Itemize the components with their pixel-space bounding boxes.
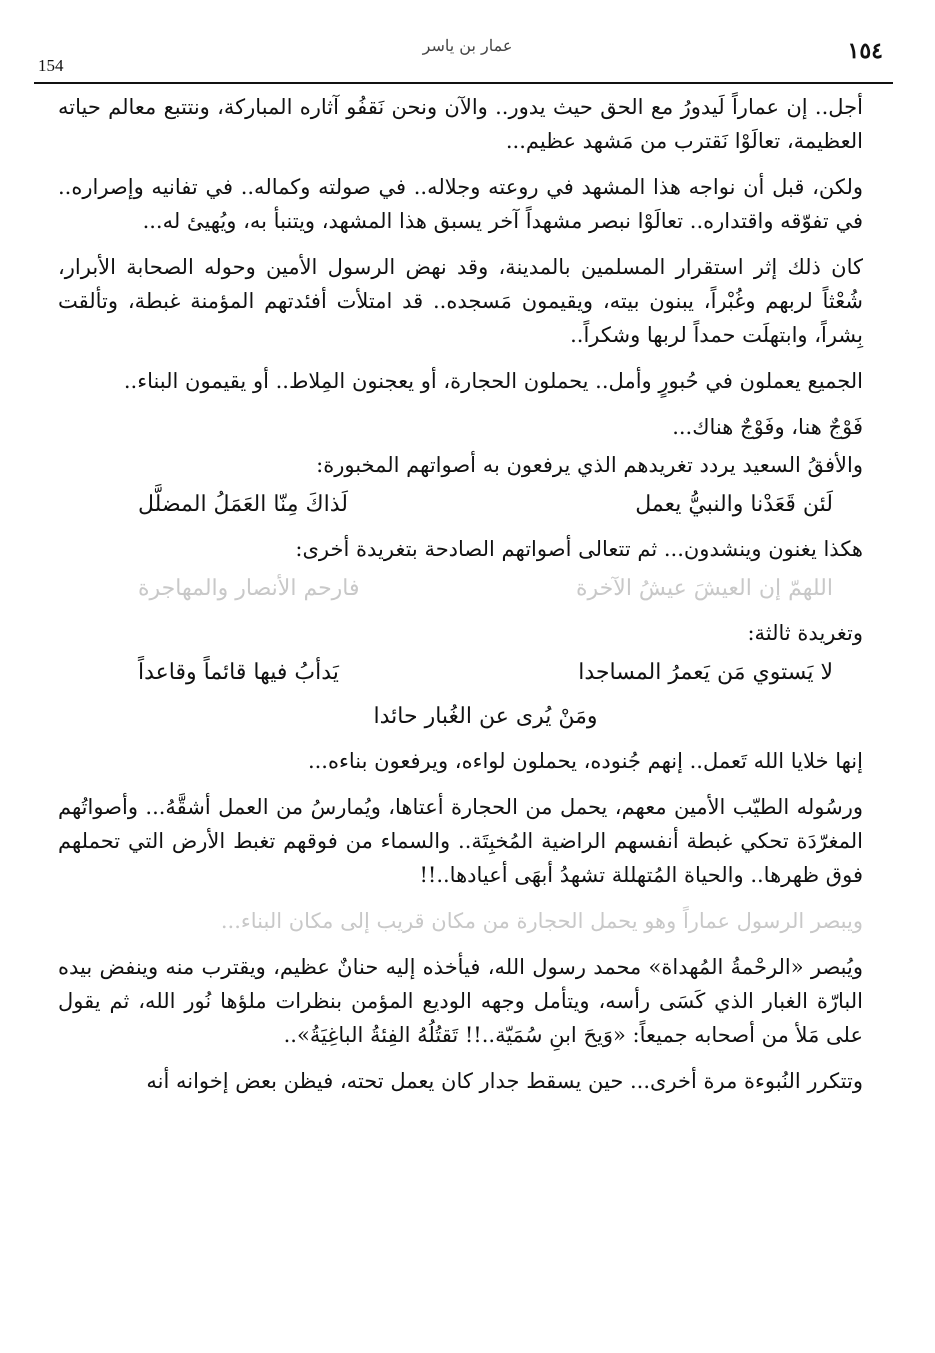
paragraph: ويُبصر «الرحْمةُ المُهداة» محمد رسول الله، فيأخذه إليه حنانٌ عظيم، ويقترب منه وينفض بيده البارّة الغبار الذي كَسَى رأسه، ويتأمل وجهه الوديع المؤمن بنظرات ملؤها نُور الله، ثم يقول على مَلأ من أصحابه جميعاً: «وَيحَ ابنِ سُمَيّة..!! تَقتُلُهُ الفِئةُ الباغِيَةُ»..: [58, 955, 863, 1047]
verse-line: [138, 572, 833, 606]
page-number-arabic: ١٥٤: [847, 38, 883, 64]
paragraph: أجل.. إن عماراً لَيدورُ مع الحق حيث يدور.. والآن ونحن نَقفُو آثاره المباركة، ونتتبع معالم حياته العظيمة، تعالَوْا نَقترب من مَشهد عظيم...: [58, 95, 863, 153]
paragraph: إنها خلايا الله تَعمل.. إنهم جُنوده، يحملون لواءه، ويرفعون بناءه...: [307, 749, 863, 773]
verse-hemistich: لا يَستوي مَن يَعمرُ المساجدا: [578, 660, 833, 685]
verse-hemistich: ومَنْ يُرى عن الغُبار حائدا: [373, 704, 598, 729]
paragraph: والأفقُ السعيد يردد تغريدهم الذي يرفعون به أصواتهم المخبورة:: [316, 453, 863, 477]
verse-hemistich: يَدأبُ فيها قائماً وقاعداً: [138, 660, 339, 685]
verse-line: [138, 488, 833, 522]
paragraph: وتغريدة ثالثة:: [747, 621, 863, 645]
running-title: عمار بن ياسر: [422, 36, 513, 55]
verse-line: [138, 656, 833, 690]
paragraph: الجميع يعملون في حُبورٍ وأمل.. يحملون الحجارة، أو يعجنون المِلاط.. أو يقيمون البناء..: [123, 369, 863, 393]
paragraph: فَوْجٌ هنا، وفَوْجٌ هناك...: [672, 415, 863, 439]
paragraph: هكذا يغنون وينشدون... ثم تتعالى أصواتهم الصادحة بتغريدة أخرى:: [295, 537, 863, 561]
paragraph: ورسُوله الطيّب الأمين معهم، يحمل من الحجارة أعتاها، ويُمارسُ من العمل أشقَّهُ... وأصواتُهم المغرّدَة تحكي غبطة أنفسهم الراضية المُخبِتَة.. والسماء من فوقهم تغبط الأرض التي تحملهم فوق ظهرها.. والحياة المُتهللة تشهدُ أبهَى أعيادها..!!: [58, 795, 863, 887]
page-number-latin: 154: [38, 56, 64, 75]
verse-hemistich: فارحم الأنصار والمهاجرة: [138, 576, 360, 601]
verse-hemistich: اللهمّ إن العيشَ عيشُ الآخرة: [576, 576, 833, 601]
faint-paragraph: ويبصر الرسول عماراً وهو يحمل الحجارة من مكان قريب إلى مكان البناء...: [220, 909, 863, 933]
body-text: [58, 90, 863, 1110]
paragraph: وتتكرر النُبوءة مرة أخرى... حين يسقط جدار كان يعمل تحته، فيظن بعض إخوانه أنه: [146, 1069, 863, 1093]
header-rule: [34, 82, 893, 84]
paragraph: كان ذلك إثر استقرار المسلمين بالمدينة، وقد نهض الرسول الأمين وحوله الصحابة الأبرار، شُعْثاً لربهم وغُبْراً، يبنون بيته، ويقيمون مَسجده.. قد امتلأت أفئدتهم المؤمنة غبطة، وتألقت بِشراً، وابتهلَت حمداً لربها وشكراً..: [58, 255, 863, 347]
paragraph: ولكن، قبل أن نواجه هذا المشهد في روعته وجلاله.. في صولته وكماله.. في تفانيه وإصراره.. في تفوّقه واقتداره.. تعالَوْا نبصر مشهداً آخر يسبق هذا المشهد، ويتنبأ به، ويُهيئ له...: [58, 175, 863, 233]
verse-hemistich: لَذاكَ مِنّا العَمَلُ المضلَّل: [138, 492, 348, 517]
verse-hemistich: لَئن قَعَدْنا والنبيُّ يعمل: [635, 492, 833, 517]
verse-line: [138, 700, 833, 734]
